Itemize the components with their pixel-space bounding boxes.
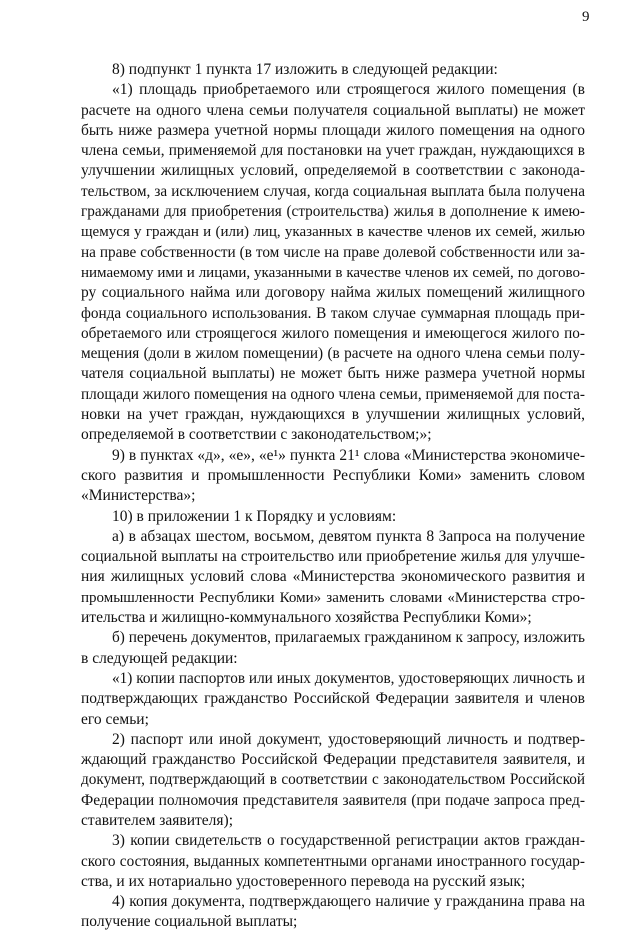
text-line: члена семьи, применяемой для постановки на учет граждан, нуждающихся в: [81, 142, 585, 160]
text-line: 9) в пунктах «д», «е», «е¹» пункта 21¹ слова «Министерства экономиче-: [112, 446, 585, 464]
text-line: фонда социального использования. В таком случае суммарная площадь при-: [81, 304, 585, 322]
text-line: ства, и их нотариально удостоверенного перевода на русский язык;: [81, 872, 526, 890]
text-line: 8) подпункт 1 пункта 17 изложить в следующей редакции:: [112, 61, 498, 78]
text-line: 10) в приложении 1 к Порядку и условиям:: [112, 507, 397, 525]
text-line: ждающий гражданство Российской Федерации представителя заявителя, и: [81, 751, 585, 769]
text-line: площади жилого помещения на одного члена семьи, применяемой для поста-: [81, 385, 585, 403]
text-line: гражданами для приобретения (строительства) жилья в дополнение к имею-: [81, 203, 585, 221]
text-line: ского состояния, выданных компетентными органами иностранного государ-: [81, 852, 585, 870]
text-line: нимаемому ими и лицами, указанными в качестве членов их семей, по догово-: [81, 264, 585, 281]
text-line: улучшении жилищных условий, определяемой в соответствии с законода-: [81, 162, 585, 180]
text-line: «Министерства»;: [81, 487, 196, 505]
text-line: ру социального найма или договору найма жилых помещений жилищного: [81, 284, 585, 302]
text-line: новки на учет граждан, нуждающихся в улучшении жилищных условий,: [81, 406, 585, 424]
document-body: [81, 60, 585, 933]
text-line: ского развития и промышленности Республики Коми» заменить словом: [81, 466, 585, 484]
text-line: ительства и жилищно-коммунального хозяйства Республики Коми»;: [81, 609, 532, 627]
text-line: Федерации полномочия представителя заявителя (при подаче запроса пред-: [81, 791, 585, 809]
text-line: ставителем заявителя);: [81, 811, 234, 829]
text-line: документ, подтверждающий в соответствии с законодательством Российской: [81, 771, 585, 789]
text-line: социальной выплаты на строительство или приобретение жилья для улучше-: [81, 548, 585, 566]
text-line: подтверждающих гражданство Российской Федерации заявителя и членов: [81, 690, 585, 708]
text-line: определяемой в соответствии с законодательством;»;: [81, 426, 432, 444]
text-line: 4) копия документа, подтверждающего наличие у гражданина права на: [112, 893, 585, 911]
text-line: на праве собственности (в том числе на праве долевой собственности или за-: [81, 243, 585, 261]
text-line: 2) паспорт или иной документ, удостоверяющий личность и подтвер-: [112, 730, 585, 748]
text-line: щемуся у граждан и (или) лиц, указанных в качестве членов их семей, жилью: [81, 224, 585, 241]
text-line: в следующей редакции:: [81, 649, 238, 667]
text-line: получение социальной выплаты;: [81, 913, 298, 931]
text-line: промышленности Республики Коми» заменить словами «Министерства стро-: [81, 589, 585, 606]
text-line: обретаемого или строящегося жилого помещения и имеющегося жилого по-: [81, 324, 585, 342]
text-line: его семьи;: [81, 710, 149, 728]
text-line: ния жилищных условий слова «Министерства экономического развития и: [81, 568, 585, 586]
text-line: б) перечень документов, прилагаемых гражданином к запросу, изложить: [112, 629, 585, 647]
text-line: 3) копии свидетельств о государственной регистрации актов граждан-: [112, 832, 585, 850]
text-line: тельством, за исключением случая, когда социальная выплата была получена: [81, 182, 585, 200]
text-line: мещения (доли в жилом помещении) (в расчете на одного члена семьи полу-: [81, 345, 585, 363]
text-line: «1) копии паспортов или иных документов, удостоверяющих личность и: [112, 669, 585, 687]
text-line: «1) площадь приобретаемого или строящегося жилого помещения (в: [112, 81, 585, 99]
text-line: быть ниже размера учетной нормы площади жилого помещения на одного: [81, 121, 585, 139]
text-line: расчете на одного члена семьи получателя социальной выплаты) не может: [81, 101, 585, 119]
text-line: а) в абзацах шестом, восьмом, девятом пункта 8 Запроса на получение: [112, 527, 585, 545]
text-line: чателя социальной выплаты) не может быть ниже размера учетной нормы: [81, 365, 585, 383]
page-number: 9: [582, 9, 590, 25]
